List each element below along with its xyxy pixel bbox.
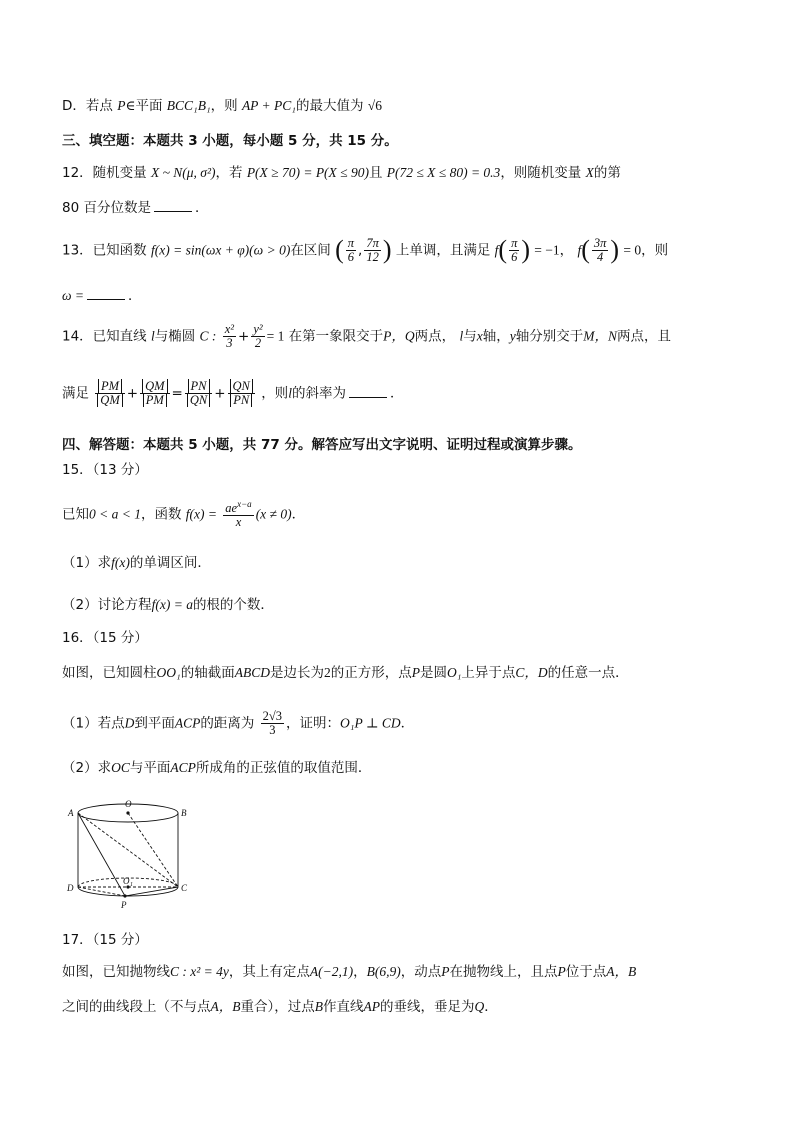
fraction: $\frac{ae^{x-a}}{x}$ <box>225 499 252 530</box>
label-P: P <box>121 900 127 910</box>
answer-blank <box>349 397 387 398</box>
q11-option-d: D．若点 P∈平面 BCC₁B₁，则 AP + PC₁的最大值为 √6 <box>62 98 382 114</box>
q16-stem: 如图，已知圆柱OO₁的轴截面ABCD是边长为2的正方形，点P是圆O₁上异于点C，D的任意一点． <box>62 665 629 681</box>
q17-header: 17．（15 分） <box>62 932 148 948</box>
fraction: $\frac{3\pi}{4}$ <box>593 235 607 264</box>
section-heading-solutions: 四、解答题：本题共 5 小题，共 77 分。解答应写出文字说明、证明过程或演算步骤。 <box>62 437 582 453</box>
q12-line1: 12．随机变量 X ~ N(μ, σ²)，若 P(X ≥ 70) = P(X ≤ 90)且 P(72 ≤ X ≤ 80) = 0.3，则随机变量 X的第 <box>62 165 621 181</box>
q13-line2: ω = ． <box>62 288 142 304</box>
fraction: $\frac{\pi}{6}$ <box>347 235 355 264</box>
q17-line2: 之间的曲线段上（不与点A，B重合），过点B作直线AP的垂线，垂足为Q． <box>62 999 498 1015</box>
q16-part2: （2）求OC与平面ACP所成角的正弦值的取值范围． <box>62 760 372 776</box>
fraction: $\frac{\text{x²}}{3}$ <box>224 322 235 351</box>
q13-line1: 13．已知函数 f(x) = sin(ωx + φ)(ω > 0)在区间 ( $\frac{\pi}{6}$ , $\frac{7\pi}{12}$ ) 上单调，且满足 f( $\frac{\pi}{6}$ ) = −1， f( $\frac{3\pi}{4}$ ) = 0，则 <box>62 235 669 264</box>
cylinder-figure <box>62 795 192 920</box>
fraction: $\frac{\text{y²}}{2}$ <box>253 322 263 351</box>
q17-stem: 如图，已知抛物线C : x² = 4y，其上有定点A(−2,1)，B(6,9)，动点P在抛物线上，且点P位于点A，B <box>62 964 637 980</box>
label-O1: O <box>123 876 130 886</box>
label-B: B <box>181 808 187 818</box>
q15-part1: （1）求f(x)的单调区间． <box>62 555 211 571</box>
q14-line2: 满足 $\frac{PM}{QM}$ + $\frac{QM}{PM}$ = $\frac{PN}{QN}$ + $\frac{QN}{PN}$ ，则l的斜率为 ． <box>62 379 404 408</box>
q15-stem: 已知0 < a < 1，函数 f(x) = $\frac{ae^{x-a}}{x}$ (x ≠ 0)． <box>62 499 306 530</box>
answer-blank <box>87 299 125 300</box>
fraction: $\frac{2√3}{3}$ <box>262 709 283 738</box>
q14-line1: 14．已知直线 l与椭圆 C : $\frac{\text{x²}}{3}$ + $\frac{\text{y²}}{2}$ = 1 在第一象限交于P，Q两点， l与x轴，y轴分别交于M，N两点，且 <box>62 322 671 351</box>
answer-blank <box>154 211 192 212</box>
label-O: O <box>125 799 132 809</box>
fraction: $\frac{7\pi}{12}$ <box>366 235 379 264</box>
fraction: $\frac{QM}{PM}$ <box>140 380 169 407</box>
fraction: $\frac{QN}{PN}$ <box>228 380 255 407</box>
section-heading-fill-blank: 三、填空题：本题共 3 小题，每小题 5 分，共 15 分。 <box>62 133 398 149</box>
fraction: $\frac{\pi}{6}$ <box>511 235 518 264</box>
q16-part1: （1）若点D到平面ACP的距离为 $\frac{2√3}{3}$ ，证明：O₁P ⊥ CD． <box>62 709 415 738</box>
label-A: A <box>68 808 74 818</box>
q16-header: 16．（15 分） <box>62 630 148 646</box>
q15-part2: （2）讨论方程f(x) = a的根的个数． <box>62 597 274 613</box>
q15-header: 15．（13 分） <box>62 462 148 478</box>
q12-line2: 80 百分位数是 ． <box>62 200 209 216</box>
label-O1-subscript: 1 <box>130 882 133 888</box>
fraction: $\frac{PM}{QM}$ <box>95 380 124 407</box>
fraction: $\frac{PN}{QN}$ <box>185 380 212 407</box>
label-C: C <box>181 883 188 893</box>
label-D: D <box>67 883 74 893</box>
